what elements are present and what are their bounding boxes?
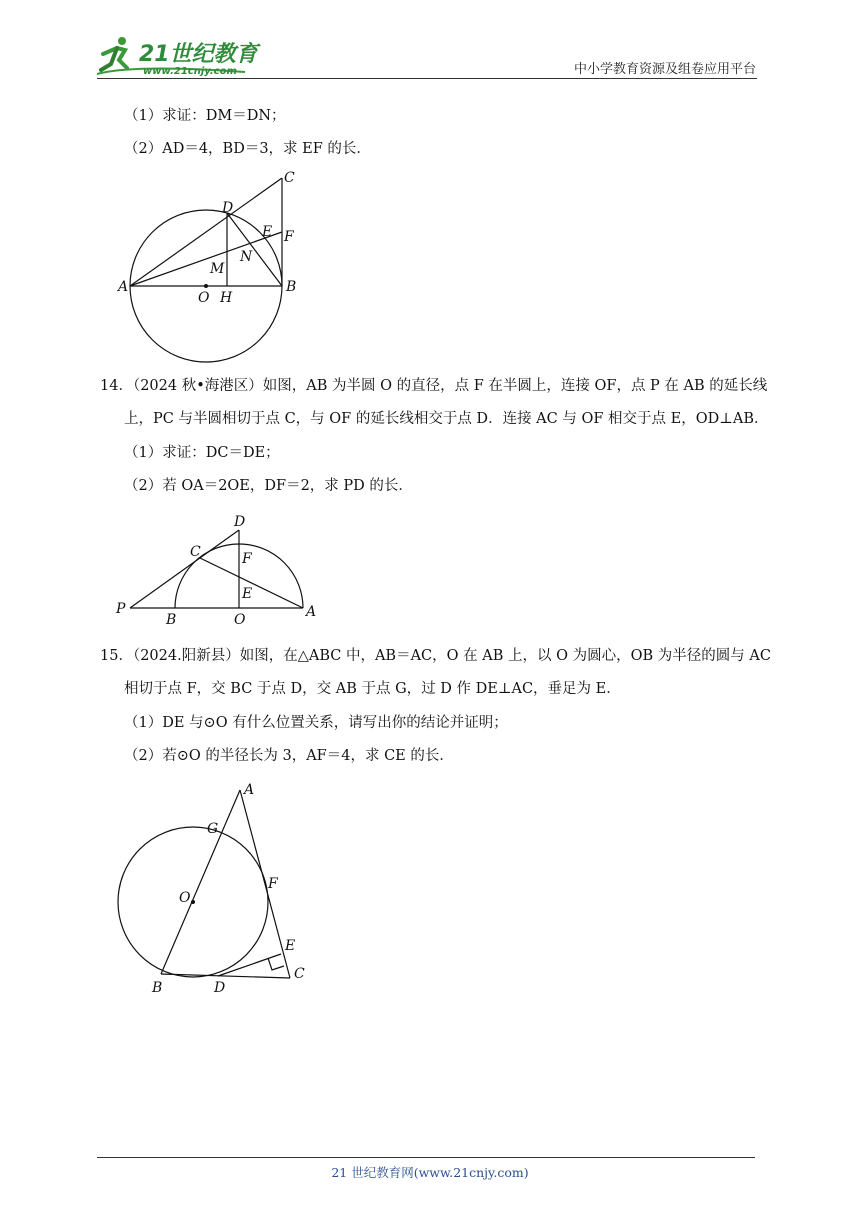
- q13-label-a: A: [118, 279, 129, 295]
- logo-text: 21世纪教育: [139, 42, 258, 67]
- logo-url: www.21cnjy.com: [143, 66, 237, 77]
- q13-label-c: C: [284, 170, 295, 186]
- q14-label-o: O: [234, 612, 246, 628]
- q15-label-e: E: [285, 938, 296, 954]
- q15-line2: 相切于点 F，交 BC 于点 D，交 AB 于点 G，过 D 作 DE⊥AC，垂足为 E．: [124, 681, 621, 697]
- q15-label-b: B: [152, 980, 163, 996]
- q14-label-c: C: [190, 544, 201, 560]
- q15-label-c: C: [294, 966, 305, 982]
- q15-label-a: A: [244, 782, 255, 798]
- q13-label-b: B: [286, 279, 297, 295]
- q14-label-b: B: [166, 612, 177, 628]
- q14-label-e: E: [242, 586, 253, 602]
- q13-label-f: F: [284, 229, 294, 245]
- q14-label-f: F: [242, 551, 252, 567]
- q15-figure: [108, 778, 328, 998]
- q14-part2: （2）若 OA＝2OE，DF＝2，求 PD 的长．: [124, 478, 413, 494]
- q15-label-f: F: [268, 876, 278, 892]
- q14-label-d: D: [234, 514, 246, 530]
- q14-line2: 上，PC 与半圆相切于点 C，与 OF 的延长线相交于点 D．连接 AC 与 OF 相交于点 E，OD⊥AB．: [124, 411, 769, 427]
- platform-name: 中小学教育资源及组卷应用平台: [573, 62, 756, 77]
- q15-part2: （2）若⊙O 的半径长为 3，AF＝4，求 CE 的长．: [124, 748, 454, 764]
- q15-part1: （1）DE 与⊙O 有什么位置关系，请写出你的结论并证明；: [124, 715, 508, 731]
- q13-figure: [110, 165, 310, 365]
- footer-text[interactable]: 21 世纪教育网(www.21cnjy.com): [331, 1165, 529, 1180]
- header-divider: [97, 78, 757, 79]
- q15-label-d: D: [214, 980, 226, 996]
- q13-label-m: M: [210, 261, 225, 277]
- q13-label-o: O: [198, 290, 210, 306]
- q14-line1: 14．（2024 秋•海港区）如图，AB 为半圆 O 的直径，点 F 在半圆上，连接 OF，点 P 在 AB 的延长线: [100, 378, 768, 394]
- q13-label-d: D: [222, 200, 234, 216]
- q13-part2: （2）AD＝4，BD＝3，求 EF 的长．: [124, 141, 371, 157]
- footer-divider: [97, 1157, 755, 1158]
- q14-figure: [110, 508, 330, 628]
- q15-label-g: G: [207, 821, 219, 837]
- q15-line1: 15．（2024.阳新县）如图，在△ABC 中，AB＝AC，O 在 AB 上，以 O 为圆心，OB 为半径的圆与 AC: [100, 648, 771, 664]
- q13-label-h: H: [220, 290, 233, 306]
- q14-label-p: P: [116, 601, 126, 617]
- q14-part1: （1）求证：DC＝DE；: [124, 445, 280, 461]
- q15-label-o: O: [179, 890, 191, 906]
- q13-label-n: N: [240, 249, 253, 265]
- q13-label-e: E: [262, 224, 273, 240]
- q13-part1: （1）求证：DM＝DN；: [124, 108, 286, 124]
- q14-label-a: A: [306, 604, 317, 620]
- site-logo: [95, 34, 265, 78]
